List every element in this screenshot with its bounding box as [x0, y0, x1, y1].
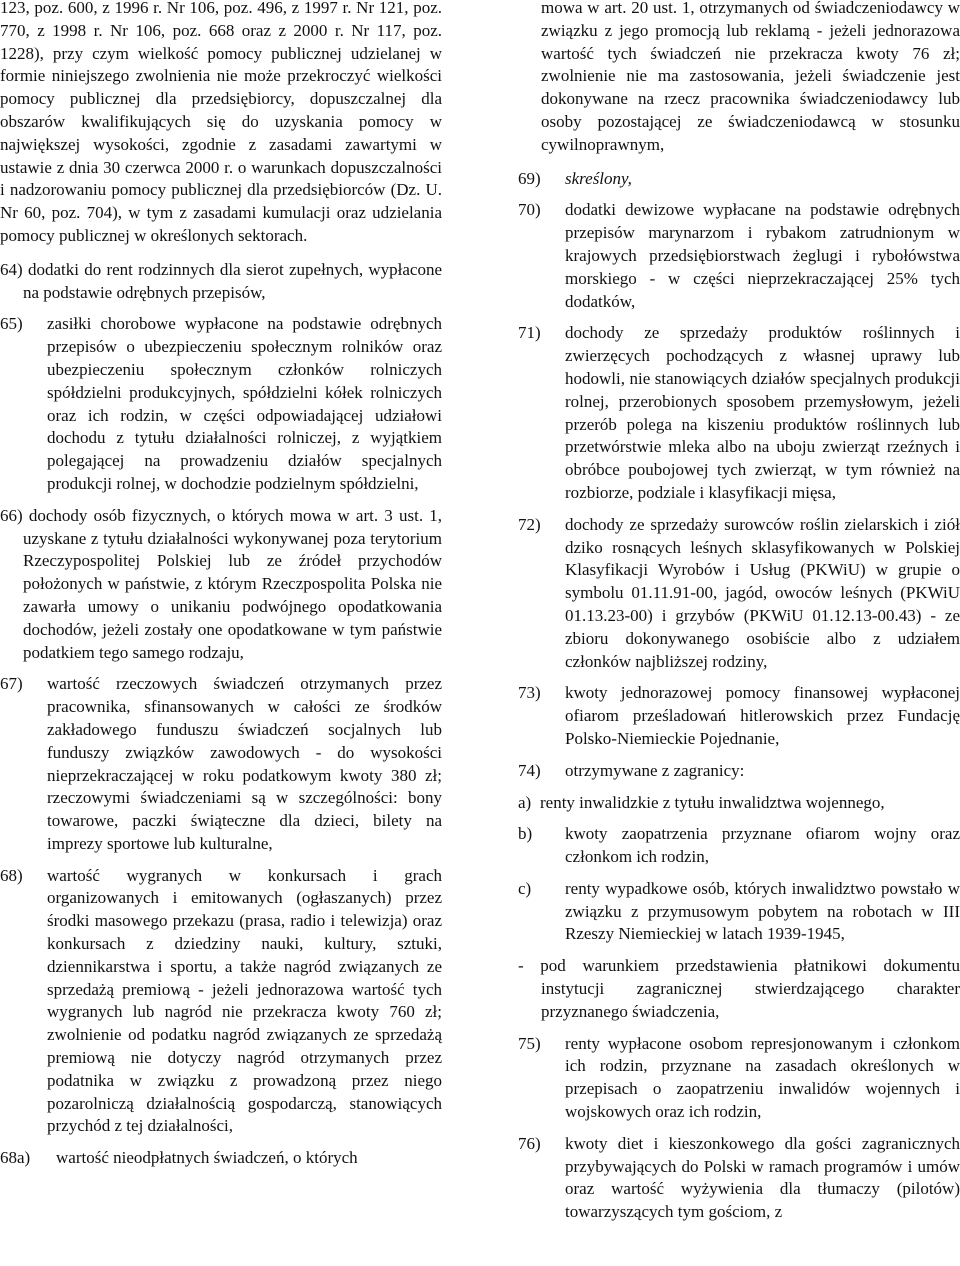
item-text: dochody osób fizycznych, o których mowa w art. 3 ust. 1, uzyskane z tytułu działalności wykonywanej poza terytorium Rzeczypospolitej Polskiej lub ze źródeł przychodów położonych w państwie, z którym Rzeczpospolita Polska nie zawarła umowy o unikaniu podwójnego opodatkowania dochodów, jeżeli zostały one opodatkowane w tym państwie podatkiem tego samego rodzaju, [23, 505, 443, 662]
item-text: kwoty diet i kieszonkowego dla gości zagranicznych przybywających do Polski w ramach programów i umów oraz wartość wyżywienia dla tłumaczy (pilotów) towarzyszących tym gościom, z [565, 1133, 960, 1222]
list-item-67 [0, 673, 442, 855]
item-text: renty wypłacone osobom represjonowanym i członkom ich rodzin, przyznane na zasadach określonych w przepisach o zaopatrzeniu inwalidów wojennych i wojskowych oraz ich rodzin, [565, 1033, 960, 1122]
continuation-paragraph: 123, poz. 600, z 1996 r. Nr 106, poz. 496, z 1997 r. Nr 121, poz. 770, z 1998 r. Nr 106, poz. 668 oraz z 2000 r. Nr 117, poz. 1228), przy czym wielkość pomocy publicznej udzielanej w formie niniejszego zwolnienia nie może przekroczyć wielkości pomocy publicznej dla przedsiębiorcy, dopuszczalnej dla obszarów kwalifikujących się do uzyskania pomocy w największej wysokości, zgodnie z zasadami zawartymi w ustawie z dnia 30 czerwca 2000 r. o warunkach dopuszczalności i nadzorowaniu pomocy publicznej dla przedsiębiorców (Dz. U. Nr 60, poz. 704), w tym z zasadami kumulacji oraz udzielania pomocy publicznej w określonych sektorach. [0, 0, 442, 245]
item-text: otrzymywane z zagranicy: [565, 760, 745, 780]
item-number: 69) [518, 168, 541, 188]
item-number: 72) [518, 514, 541, 534]
item-number: 68) [0, 865, 23, 885]
sub-item-c [518, 878, 960, 946]
item-text: renty wypadkowe osób, których inwalidztwo powstało w związku z przymusowym pobytem na robotach w III Rzeszy Niemieckiej w latach 1939-1945, [565, 878, 960, 944]
item-letter: b) [518, 824, 533, 844]
list-item-66 [0, 505, 442, 665]
item-number: 65) [0, 314, 23, 334]
sub-item-a [518, 792, 960, 815]
list-item-71 [518, 322, 960, 504]
list-item-72 [518, 514, 960, 674]
left-column [0, 0, 442, 1179]
list-item-75 [518, 1033, 960, 1124]
list-item-74 [518, 760, 960, 783]
item-number: 67) [0, 674, 23, 694]
dash-item-condition [518, 955, 960, 1023]
item-number: 68a) [0, 1148, 31, 1168]
item-text: renty inwalidzkie z tytułu inwalidztwa wojennego, [540, 792, 885, 812]
item-letter: c) [518, 878, 532, 898]
list-item-70 [518, 199, 960, 313]
item-text: dodatki dewizowe wypłacane na podstawie odrębnych przepisów marynarzom i rybakom zatrudnionym w krajowych przedsiębiorstwach żeglugi i rybołówstwa morskiego - w części nieprzekraczającej 25% tych dodatków, [565, 200, 960, 311]
item-text: wartość wygranych w konkursach i grach organizowanych i emitowanych (ogłaszanych) przez środki masowego przekazu (prasa, radio i telewizja) oraz konkursach z dziedziny nauki, kultury, sztuki, dziennikarstwa i sportu, a także nagród związanych ze sprzedażą premiową - jeżeli jednorazowa wartość tych wygranych lub nagród nie przekracza kwoty 760 zł; zwolnienie od podatku nagród związanych ze sprzedażą premiową nie dotyczy nagród otrzymanych przez podatnika w związku z prowadzoną przez niego pozarolniczą działalnością gospodarczą, stanowiących przychód z tej działalności, [47, 865, 442, 1136]
item-text: dodatki do rent rodzinnych dla sierot zupełnych, wypłacone na podstawie odrębnych przepisów, [23, 259, 443, 302]
item-text: warunkiem przedstawienia płatnikowi dokumentu instytucji zagranicznej stwierdzającego charakter przyznanego świadczenia, [541, 956, 960, 1021]
list-item-76 [518, 1133, 960, 1224]
list-item-73 [518, 682, 960, 750]
list-item-68 [0, 865, 442, 1139]
item-number: 76) [518, 1133, 541, 1153]
item-number: 66) [0, 505, 23, 525]
item-number: 71) [518, 323, 541, 343]
item-text: wartość rzeczowych świadczeń otrzymanych przez pracownika, sfinansowanych w całości ze środków zakładowego funduszu świadczeń socjalnych lub funduszy związków zawodowych - do wysokości nieprzekraczającej w roku podatkowym kwoty 380 zł; rzeczowymi świadczeniami są w szczególności: bony towarowe, paczki świąteczne dla dzieci, bilety na imprezy sportowe lub kulturalne, [47, 674, 442, 853]
list-item-68a [0, 1147, 442, 1170]
list-item-69 [518, 168, 960, 191]
item-text: skreślony, [565, 168, 632, 188]
item-dash: - pod [518, 956, 566, 976]
continuation-paragraph: mowa w art. 20 ust. 1, otrzymanych od świadczeniodawcy w związku z jego promocją lub reklamą - jeżeli jednorazowa wartość tych świadczeń nie przekracza kwoty 76 zł; zwolnienie nie ma zastosowania, jeżeli świadczenie jest dokonywane na rzecz pracownika świadczeniodawcy lub osoby pozostającej ze świadczeniodawcą w stosunku cywilnoprawnym, [541, 0, 960, 154]
item-text: dochody ze sprzedaży surowców roślin zielarskich i ziół dziko rosnących leśnych sklasyfikowanych w Polskiej Klasyfikacji Wyrobów i Usług (PKWiU) w grupie o symbolu 01.11.91-00, jagód, owoców leśnych (PKWiU 01.13.23-00) i grzybów (PKWiU 01.12.13-00.43) - ze zbioru dokonywanego osobiście albo z udziałem członków najbliższej rodziny, [565, 514, 960, 671]
item-number: 64) [0, 259, 23, 279]
item-number: 75) [518, 1033, 541, 1053]
list-item-65 [0, 313, 442, 495]
right-column [518, 0, 960, 1233]
item-number: 70) [518, 200, 541, 220]
item-number: 73) [518, 683, 541, 703]
list-item-64 [0, 259, 442, 305]
item-text: kwoty jednorazowej pomocy finansowej wypłaconej ofiarom prześladowań hitlerowskich przez Fundację Polsko-Niemieckie Pojednanie, [565, 683, 960, 748]
item-letter: a) [518, 792, 532, 812]
item-text: zasiłki chorobowe wypłacone na podstawie odrębnych przepisów o ubezpieczeniu społecznym rolników oraz ubezpieczeniu społecznym członków rolniczych spółdzielni produkcyjnych, spółdzielni kółek rolniczych oraz ich rodzin, w części odpowiadającej udziałowi dochodu z tytułu działalności rolniczej, z wyjątkiem polegającej na prowadzeniu działów specjalnych produkcji rolnej, w dochodzie podzielnym spółdzielni, [47, 314, 442, 493]
item-text: kwoty zaopatrzenia przyznane ofiarom wojny oraz członkom ich rodzin, [565, 824, 960, 867]
sub-item-b [518, 823, 960, 869]
item-text: dochody ze sprzedaży produktów roślinnych i zwierzęcych pochodzących z własnej uprawy lub hodowli, nie stanowiących działów specjalnych produkcji rolnej, przerobionych sposobem przemysłowym, jeżeli przerób polega na kiszeniu produktów roślinnych lub przetwórstwie mleka albo na uboju zwierząt rzeźnych i obróbce poubojowej tych zwierząt, w tym również na rozbiorze, podziale i klasyfikacji mięsa, [565, 323, 960, 502]
item-number: 74) [518, 760, 541, 780]
item-text: wartość nieodpłatnych świadczeń, o których [56, 1148, 358, 1168]
